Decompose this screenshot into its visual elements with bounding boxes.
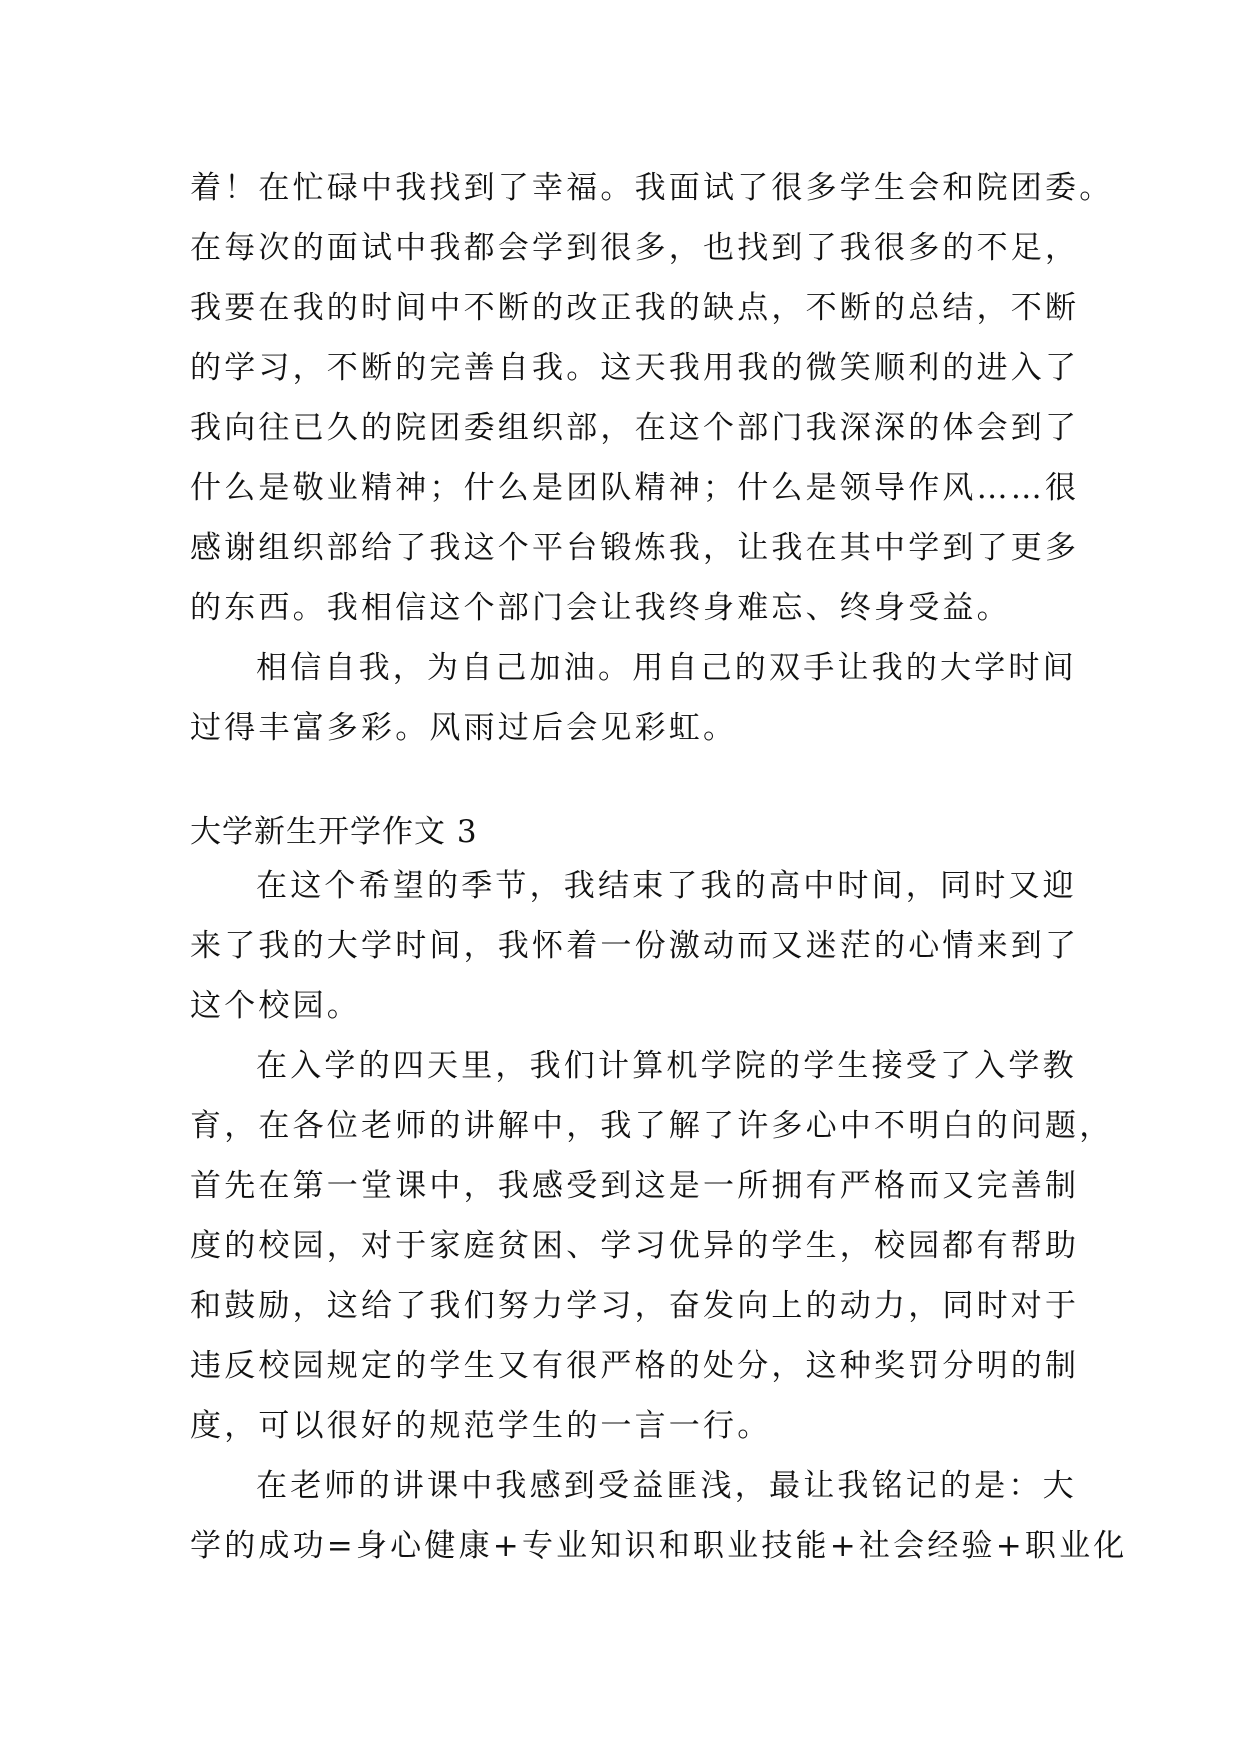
- text-line: 感谢组织部给了我这个平台锻炼我，让我在其中学到了更多: [190, 530, 1080, 566]
- text-line: 的东西。我相信这个部门会让我终身难忘、终身受益。: [190, 590, 1011, 626]
- text-line: 度的校园，对于家庭贫困、学习优异的学生，校园都有帮助: [190, 1228, 1080, 1264]
- text-line: 学的成功=身心健康+专业知识和职业技能+社会经验+职业化: [190, 1528, 1128, 1564]
- text-line: 的学习，不断的完善自我。这天我用我的微笑顺利的进入了: [190, 350, 1080, 386]
- text-line: 和鼓励，这给了我们努力学习，奋发向上的动力，同时对于: [190, 1288, 1080, 1324]
- text-line: 育，在各位老师的讲解中，我了解了许多心中不明白的问题，: [190, 1108, 1114, 1144]
- text-line: 在每次的面试中我都会学到很多，也找到了我很多的不足，: [190, 230, 1080, 266]
- text-line: 在这个希望的季节，我结束了我的高中时间，同时又迎: [256, 868, 1077, 904]
- text-line: 这个校园。: [190, 988, 361, 1024]
- text-line: 首先在第一堂课中，我感受到这是一所拥有严格而又完善制: [190, 1168, 1080, 1204]
- text-line: 什么是敬业精神；什么是团队精神；什么是领导作风……很: [190, 470, 1080, 506]
- text-line: 违反校园规定的学生又有很严格的处分，这种奖罚分明的制: [190, 1348, 1080, 1384]
- text-line: 相信自我，为自己加油。用自己的双手让我的大学时间: [256, 650, 1077, 686]
- text-line: 在老师的讲课中我感到受益匪浅，最让我铭记的是：大: [256, 1468, 1077, 1504]
- text-line: 度，可以很好的规范学生的一言一行。: [190, 1408, 772, 1444]
- section-heading: 大学新生开学作文 3: [190, 814, 478, 850]
- text-line: 在入学的四天里，我们计算机学院的学生接受了入学教: [256, 1048, 1077, 1084]
- text-line: 来了我的大学时间，我怀着一份激动而又迷茫的心情来到了: [190, 928, 1080, 964]
- text-line: 着！在忙碌中我找到了幸福。我面试了很多学生会和院团委。: [190, 170, 1114, 206]
- text-line: 我向往已久的院团委组织部，在这个部门我深深的体会到了: [190, 410, 1080, 446]
- text-line: 过得丰富多彩。风雨过后会见彩虹。: [190, 710, 738, 746]
- text-line: 我要在我的时间中不断的改正我的缺点，不断的总结，不断: [190, 290, 1080, 326]
